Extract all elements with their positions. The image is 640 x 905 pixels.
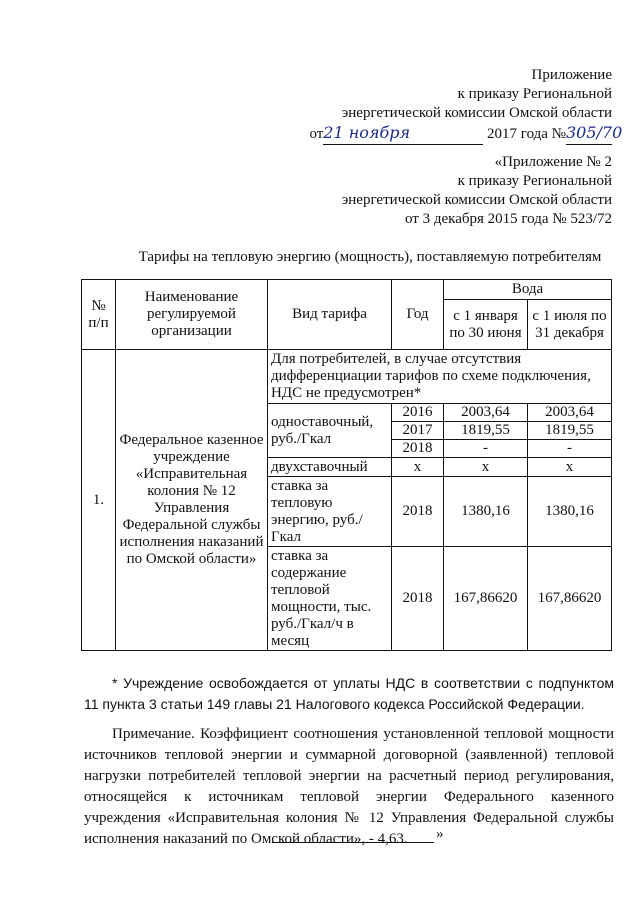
year-cell: 2016 xyxy=(392,404,444,422)
value-cell: 1819,55 xyxy=(528,422,612,440)
value-cell: 167,86620 xyxy=(444,547,528,651)
vat-footnote xyxy=(84,673,614,715)
quoted-header-line2: к приказу Региональной xyxy=(457,173,612,189)
date-prefix: от xyxy=(309,126,324,142)
header-org: Наименование регулируемой организации xyxy=(116,280,268,350)
year-cell: 2018 xyxy=(392,440,444,458)
appendix-header-line1: Приложение xyxy=(531,67,612,83)
quoted-header-line3: энергетической комиссии Омской области xyxy=(341,192,612,208)
tariffs-table xyxy=(81,279,612,651)
organization-name: Федеральное казенное учреждение «Исправительная колония № 12 Управления Федеральной службы исполнения наказаний по Омской области» xyxy=(116,350,268,651)
header-num: № п/п xyxy=(82,280,116,350)
closing-line xyxy=(272,828,434,843)
value-cell: 2003,64 xyxy=(528,404,612,422)
two-rate-label: двухставочный xyxy=(268,458,392,477)
value-cell: - xyxy=(444,440,528,458)
header-period2: с 1 июля по 31 декабря xyxy=(528,300,612,350)
appendix-header xyxy=(309,66,623,145)
appendix-header-line2: к приказу Региональной xyxy=(457,86,612,102)
header-period1: с 1 января по 30 июня xyxy=(444,300,528,350)
quoted-header-line4: от 3 декабря 2015 года № 523/72 xyxy=(404,211,612,227)
value-cell: х xyxy=(528,458,612,477)
quoted-appendix-header xyxy=(342,153,612,229)
value-cell: 1819,55 xyxy=(444,422,528,440)
note-text: Примечание. Коэффициент соотношения установленной тепловой мощности источников тепловой энергии и суммарной договорной (заявленной) тепловой нагрузки потребителей тепловой энергии на расчетный период регулирования, относящейся к источникам тепловой энергии Федерального казенного учреждения «Исправительная колония № 12 Управления Федеральной службы исполнения наказаний по Омской области», - 4,63. xyxy=(84,726,614,847)
value-cell: - xyxy=(528,440,612,458)
row-number: 1. xyxy=(82,350,116,651)
appendix-header-line3: энергетической комиссии Омской области xyxy=(341,105,612,121)
date-suffix: 2017 года № xyxy=(487,126,566,142)
header-year: Год xyxy=(392,280,444,350)
year-cell: 2017 xyxy=(392,422,444,440)
date-blank xyxy=(323,123,483,145)
header-tariff-type: Вид тарифа xyxy=(268,280,392,350)
energy-rate-label: ставка за тепловую энергию, руб./Гкал xyxy=(268,477,392,547)
value-cell: 167,86620 xyxy=(528,547,612,651)
value-cell: 1380,16 xyxy=(528,477,612,547)
value-cell: 1380,16 xyxy=(444,477,528,547)
year-cell: 2018 xyxy=(392,477,444,547)
number-blank xyxy=(566,123,623,145)
handwritten-number: 305/70 xyxy=(566,123,623,142)
table-header-row xyxy=(82,280,612,300)
consumer-subheader: Для потребителей, в случае отсутствия дифференциации тарифов по схеме подключения, НДС не предусмотрен* xyxy=(268,350,612,404)
handwritten-date: 21 ноября xyxy=(323,123,411,142)
capacity-rate-label: ставка за содержание тепловой мощности, тыс. руб./Гкал/ч в месяц xyxy=(268,547,392,651)
year-cell: х xyxy=(392,458,444,477)
closing-quote: » xyxy=(436,826,444,842)
table-row xyxy=(82,350,612,404)
document-title: Тарифы на тепловую энергию (мощность), поставляемую потребителям xyxy=(138,249,602,265)
appendix-header-date-line xyxy=(309,123,623,145)
quoted-header-line1: «Приложение № 2 xyxy=(494,154,612,170)
vat-footnote-text: * Учреждение освобождается от уплаты НДС в соответствии с подпунктом 11 пункта 3 статьи 149 главы 21 Налогового кодекса Российской Федерации. xyxy=(84,675,614,712)
value-cell: 2003,64 xyxy=(444,404,528,422)
header-water: Вода xyxy=(444,280,612,300)
single-rate-label: одноставочный, руб./Гкал xyxy=(268,404,392,458)
value-cell: х xyxy=(444,458,528,477)
year-cell: 2018 xyxy=(392,547,444,651)
